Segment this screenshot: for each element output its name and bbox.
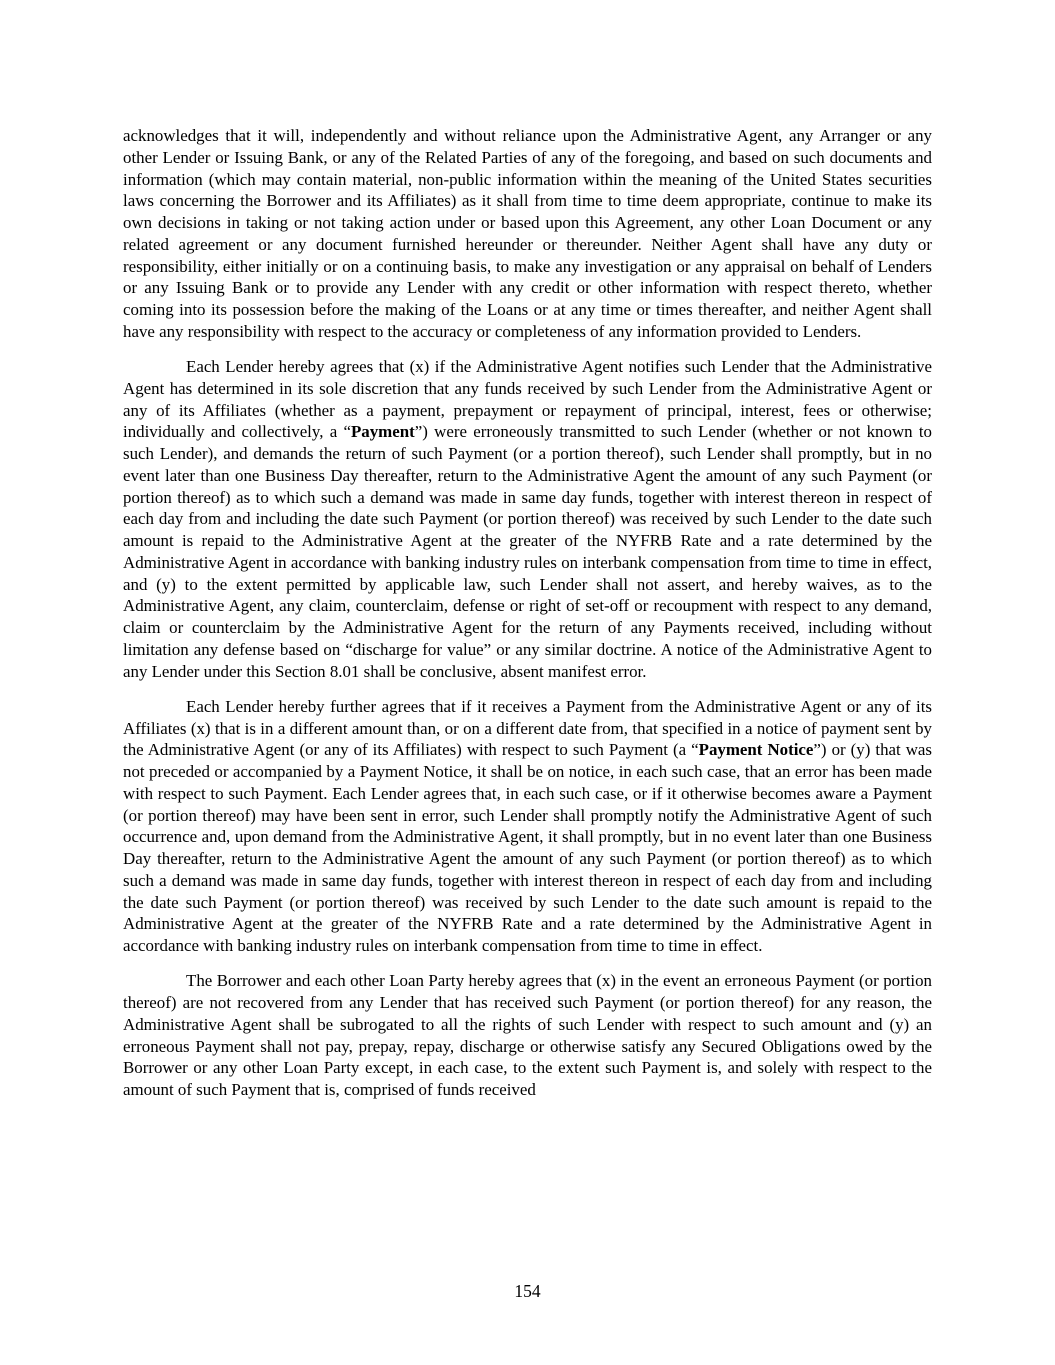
paragraph-text: Each Lender hereby agrees that (x) if the Administrative Agent notifies such Lender that the Administrative Agent has determined in its sole discretion that any funds received by such Lender from the Administrative Agent or any of its Affiliates (whether as a payment, prepayment or repayment of principal, interest, fees or otherwise; individually and collectively, a “ <box>123 357 932 442</box>
document-body <box>123 125 932 1114</box>
paragraph-payment-notice <box>123 696 932 957</box>
paragraph-text: ”) or (y) that was not preceded or accompanied by a Payment Notice, it shall be on notice, in each such case, that an error has been made with respect to such Payment. Each Lender agrees that, in each such case, or if it otherwise becomes aware a Payment (or portion thereof) may have been sent in error, such Lender shall promptly notify the Administrative Agent of such occurrence and, upon demand from the Administrative Agent, it shall promptly, but in no event later than one Business Day thereafter, return to the Administrative Agent the amount of any such Payment (or portion thereof) as to which such a demand was made in same day funds, together with interest thereon in respect of each day from and including the date such Payment (or portion thereof) was received by such Lender to the date such amount is repaid to the Administrative Agent at the greater of the NYFRB Rate and a rate determined by the Administrative Agent in accordance with banking industry rules on interbank compensation from time to time in effect. <box>123 740 932 955</box>
paragraph-information-reliance <box>123 125 932 343</box>
paragraph-text: The Borrower and each other Loan Party hereby agrees that (x) in the event an erroneous Payment (or portion thereof) are not recovered from any Lender that has received such Payment (or portion thereof) for any reason, the Administrative Agent shall be subrogated to all the rights of such Lender with respect to such amount and (y) an erroneous Payment shall not pay, prepay, repay, discharge or otherwise satisfy any Secured Obligations owed by the Borrower or any other Loan Party except, in each case, to the extent such Payment is, and solely with respect to the amount of such Payment that is, comprised of funds received <box>123 971 932 1099</box>
paragraph-text: acknowledges that it will, independently and without reliance upon the Administrative Agent, any Arranger or any other Lender or Issuing Bank, or any of the Related Parties of any of the foregoing, and based on such documents and information (which may contain material, non-public information within the meaning of the United States securities laws concerning the Borrower and its Affiliates) as it shall from time to time deem appropriate, continue to make its own decisions in taking or not taking action under or based upon this Agreement, any other Loan Document or any related agreement or any document furnished hereunder or thereunder. Neither Agent shall have any duty or responsibility, either initially or on a continuing basis, to make any investigation or any appraisal on behalf of Lenders or any Issuing Bank or to provide any Lender with any credit or other information with respect thereto, whether coming into its possession before the making of the Loans or at any time or times thereafter, and neither Agent shall have any responsibility with respect to the accuracy or completeness of any information provided to Lenders. <box>123 126 932 341</box>
defined-term-payment: Payment <box>350 422 415 442</box>
paragraph-text: Each Lender hereby further agrees that if it receives a Payment from the Administrative Agent or any of its Affiliates (x) that is in a different amount than, or on a different date from, that specified in a notice of payment sent by the Administrative Agent (or any of its Affiliates) with respect to such Payment (a “ <box>123 696 932 760</box>
paragraph-text: ”) were erroneously transmitted to such Lender (whether or not known to such Lender), and demands the return of such Payment (or a portion thereof), such Lender shall promptly, but in no event later than one Business Day thereafter, return to the Administrative Agent the amount of any such Payment (or portion thereof) as to which such a demand was made in same day funds, together with interest thereon in respect of each day from and including the date such Payment (or portion thereof) was received by such Lender to the date such amount is repaid to the Administrative Agent at the greater of the NYFRB Rate and a rate determined by the Administrative Agent in accordance with banking industry rules on interbank compensation from time to time in effect, and (y) to the extent permitted by applicable law, such Lender shall not assert, and hereby waives, as to the Administrative Agent, any claim, counterclaim, defense or right of set-off or recoupment with respect to any demand, claim or counterclaim by the Administrative Agent for the return of any Payments received, including without limitation any defense based on “discharge for value” or any similar doctrine. A notice of the Administrative Agent to any Lender under this Section 8.01 shall be conclusive, absent manifest error. <box>123 422 932 681</box>
paragraph-erroneous-payment-return <box>123 356 932 682</box>
defined-term-payment-notice: Payment Notice <box>698 740 814 760</box>
paragraph-subrogation <box>123 970 932 1101</box>
page-number: 154 <box>514 1281 541 1301</box>
